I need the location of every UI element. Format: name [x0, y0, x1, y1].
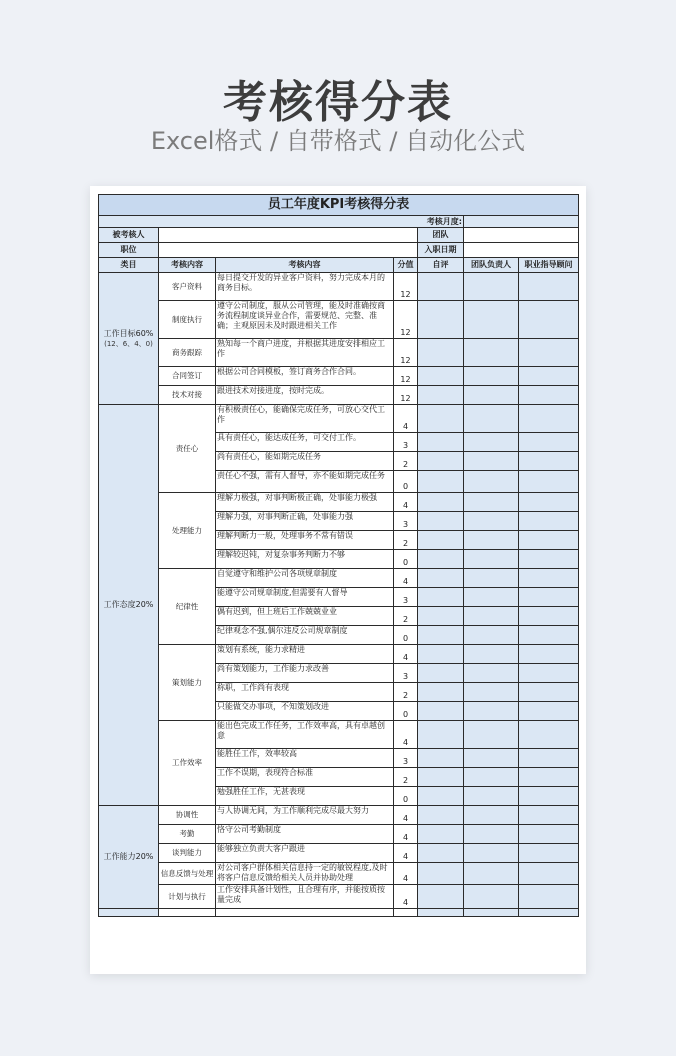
- join-date-label: 入职日期: [418, 243, 464, 258]
- team-lead-cell[interactable]: [464, 768, 519, 787]
- advisor-cell[interactable]: [519, 531, 579, 550]
- score-cell: 4: [394, 825, 418, 844]
- self-eval-cell[interactable]: [418, 626, 464, 645]
- self-eval-cell[interactable]: [418, 569, 464, 588]
- subcategory-cell: 制度执行: [159, 301, 216, 339]
- advisor-cell[interactable]: [519, 339, 579, 367]
- kpi-table: [98, 194, 579, 917]
- self-eval-cell[interactable]: [418, 844, 464, 863]
- content-cell: 恪守公司考勤制度: [216, 825, 394, 844]
- self-eval-cell[interactable]: [418, 885, 464, 909]
- team-lead-cell[interactable]: [464, 844, 519, 863]
- content-cell: 策划有系统，能力求精进: [216, 645, 394, 664]
- team-lead-cell[interactable]: [464, 452, 519, 471]
- score-cell: 4: [394, 405, 418, 433]
- advisor-cell[interactable]: [519, 768, 579, 787]
- team-lead-cell[interactable]: [464, 493, 519, 512]
- team-lead-cell[interactable]: [464, 825, 519, 844]
- self-eval-cell[interactable]: [418, 749, 464, 768]
- team-lead-cell[interactable]: [464, 806, 519, 825]
- category-cell: [99, 273, 159, 405]
- self-eval-cell[interactable]: [418, 367, 464, 386]
- advisor-cell[interactable]: [519, 550, 579, 569]
- self-eval-cell[interactable]: [418, 405, 464, 433]
- position-field[interactable]: [159, 243, 418, 258]
- hero-title: 考核得分表: [223, 77, 453, 128]
- score-cell: 12: [394, 367, 418, 386]
- empty-cell: [159, 909, 216, 917]
- content-cell: 偶有迟到，但上班后工作兢兢业业: [216, 607, 394, 626]
- header-content: 考核内容: [216, 258, 394, 273]
- content-cell: 能胜任工作，效率较高: [216, 749, 394, 768]
- content-cell: 责任心不强，需有人督导，亦不能如期完成任务: [216, 471, 394, 493]
- advisor-cell[interactable]: [519, 607, 579, 626]
- spreadsheet-preview: [90, 186, 586, 974]
- advisor-cell[interactable]: [519, 301, 579, 339]
- subcategory-cell: 考勤: [159, 825, 216, 844]
- subcategory-cell: 计划与执行: [159, 885, 216, 909]
- team-lead-cell[interactable]: [464, 433, 519, 452]
- team-lead-cell[interactable]: [464, 683, 519, 702]
- score-cell: 12: [394, 301, 418, 339]
- score-cell: 3: [394, 512, 418, 531]
- empty-cell: [464, 909, 519, 917]
- advisor-cell[interactable]: [519, 863, 579, 885]
- self-eval-cell[interactable]: [418, 433, 464, 452]
- content-cell: 能遵守公司规章制度,但需要有人督导: [216, 588, 394, 607]
- category-cell: [99, 405, 159, 806]
- category-note: (12、6、4、0): [104, 339, 153, 348]
- name-field[interactable]: [159, 228, 418, 243]
- content-cell: 对公司客户群体相关信息持一定的敏锐程度,及时将客户信息反馈给相关人员并协助处理: [216, 863, 394, 885]
- team-lead-cell[interactable]: [464, 702, 519, 721]
- header-team-lead: 团队负责人: [464, 258, 519, 273]
- empty-cell: [394, 909, 418, 917]
- table-row: [99, 806, 579, 825]
- table-row: [99, 493, 579, 512]
- self-eval-cell[interactable]: [418, 550, 464, 569]
- score-cell: 0: [394, 702, 418, 721]
- score-cell: 4: [394, 569, 418, 588]
- content-cell: 尚有责任心，能如期完成任务: [216, 452, 394, 471]
- header-score: 分值: [394, 258, 418, 273]
- score-cell: 2: [394, 768, 418, 787]
- score-cell: 3: [394, 588, 418, 607]
- score-cell: 0: [394, 787, 418, 806]
- advisor-cell[interactable]: [519, 844, 579, 863]
- team-lead-cell[interactable]: [464, 339, 519, 367]
- self-eval-cell[interactable]: [418, 452, 464, 471]
- content-cell: 称职，工作尚有表现: [216, 683, 394, 702]
- table-row: [99, 863, 579, 885]
- score-cell: 3: [394, 749, 418, 768]
- advisor-cell[interactable]: [519, 683, 579, 702]
- advisor-cell[interactable]: [519, 645, 579, 664]
- team-lead-cell[interactable]: [464, 645, 519, 664]
- team-lead-cell[interactable]: [464, 471, 519, 493]
- advisor-cell[interactable]: [519, 367, 579, 386]
- table-row: [99, 645, 579, 664]
- team-lead-cell[interactable]: [464, 885, 519, 909]
- category-name: 工作能力20%: [103, 852, 154, 861]
- sheet-title: 员工年度KPI考核得分表: [99, 195, 579, 216]
- score-cell: 4: [394, 721, 418, 749]
- team-lead-cell[interactable]: [464, 550, 519, 569]
- advisor-cell[interactable]: [519, 452, 579, 471]
- self-eval-cell[interactable]: [418, 273, 464, 301]
- advisor-cell[interactable]: [519, 405, 579, 433]
- table-row: [99, 721, 579, 749]
- team-label: 团队: [418, 228, 464, 243]
- score-cell: 4: [394, 885, 418, 909]
- advisor-cell[interactable]: [519, 885, 579, 909]
- subcategory-cell: 协调性: [159, 806, 216, 825]
- content-cell: 能出色完成工作任务，工作效率高，具有卓越创意: [216, 721, 394, 749]
- team-lead-cell[interactable]: [464, 664, 519, 683]
- table-row: [99, 405, 579, 433]
- score-cell: 4: [394, 493, 418, 512]
- self-eval-cell[interactable]: [418, 493, 464, 512]
- score-cell: 4: [394, 863, 418, 885]
- advisor-cell[interactable]: [519, 787, 579, 806]
- month-value[interactable]: [464, 216, 579, 228]
- score-cell: 2: [394, 607, 418, 626]
- content-cell: 能够独立负责大客户跟进: [216, 844, 394, 863]
- advisor-cell[interactable]: [519, 702, 579, 721]
- content-cell: 自觉遵守和维护公司各项规章制度: [216, 569, 394, 588]
- header-category: 类目: [99, 258, 159, 273]
- self-eval-cell[interactable]: [418, 787, 464, 806]
- self-eval-cell[interactable]: [418, 702, 464, 721]
- team-lead-cell[interactable]: [464, 721, 519, 749]
- score-cell: 2: [394, 683, 418, 702]
- score-cell: 3: [394, 664, 418, 683]
- score-cell: 4: [394, 844, 418, 863]
- category-name: 工作态度20%: [103, 600, 154, 609]
- position-label: 职位: [99, 243, 159, 258]
- subcategory-cell: 谈判能力: [159, 844, 216, 863]
- empty-cell: [519, 909, 579, 917]
- self-eval-cell[interactable]: [418, 683, 464, 702]
- team-lead-cell[interactable]: [464, 386, 519, 405]
- empty-cell: [418, 909, 464, 917]
- self-eval-cell[interactable]: [418, 386, 464, 405]
- empty-cell: [99, 909, 159, 917]
- score-cell: 12: [394, 339, 418, 367]
- advisor-cell[interactable]: [519, 512, 579, 531]
- self-eval-cell[interactable]: [418, 664, 464, 683]
- content-cell: 与人协调无间，为工作顺利完成尽最大努力: [216, 806, 394, 825]
- score-cell: 0: [394, 626, 418, 645]
- score-cell: 2: [394, 452, 418, 471]
- team-lead-cell[interactable]: [464, 607, 519, 626]
- subcategory-cell: 信息反馈与处理: [159, 863, 216, 885]
- name-label: 被考核人: [99, 228, 159, 243]
- score-cell: 3: [394, 433, 418, 452]
- team-lead-cell[interactable]: [464, 301, 519, 339]
- advisor-cell[interactable]: [519, 806, 579, 825]
- category-name: 工作目标60%: [103, 328, 154, 338]
- content-cell: 只能做交办事项，不知策划改进: [216, 702, 394, 721]
- advisor-cell[interactable]: [519, 386, 579, 405]
- self-eval-cell[interactable]: [418, 721, 464, 749]
- subcategory-cell: 责任心: [159, 405, 216, 493]
- score-cell: 4: [394, 645, 418, 664]
- join-date-field[interactable]: [464, 243, 579, 258]
- subcategory-cell: 客户资料: [159, 273, 216, 301]
- team-field[interactable]: [464, 228, 579, 243]
- team-lead-cell[interactable]: [464, 863, 519, 885]
- team-lead-cell[interactable]: [464, 569, 519, 588]
- subcategory-cell: 纪律性: [159, 569, 216, 645]
- advisor-cell[interactable]: [519, 749, 579, 768]
- team-lead-cell[interactable]: [464, 588, 519, 607]
- team-lead-cell[interactable]: [464, 273, 519, 301]
- content-cell: 纪律观念不强,偶尔违反公司规章制度: [216, 626, 394, 645]
- content-cell: 熟知每一个商户进度，并根据其进度安排相应工作: [216, 339, 394, 367]
- self-eval-cell[interactable]: [418, 645, 464, 664]
- content-cell: 跟进技术对接进度，按时完成。: [216, 386, 394, 405]
- table-row: [99, 844, 579, 863]
- self-eval-cell[interactable]: [418, 863, 464, 885]
- month-label: 考核月度:: [99, 216, 464, 228]
- header-self: 自评: [418, 258, 464, 273]
- header-content-short: 考核内容: [159, 258, 216, 273]
- category-cell: [99, 806, 159, 909]
- self-eval-cell[interactable]: [418, 806, 464, 825]
- team-lead-cell[interactable]: [464, 405, 519, 433]
- score-cell: 0: [394, 550, 418, 569]
- content-cell: 理解判断力一般，处理事务不常有错误: [216, 531, 394, 550]
- advisor-cell[interactable]: [519, 493, 579, 512]
- self-eval-cell[interactable]: [418, 471, 464, 493]
- content-cell: 理解力极强，对事判断极正确，处事能力极强: [216, 493, 394, 512]
- team-lead-cell[interactable]: [464, 367, 519, 386]
- content-cell: 勉强胜任工作，无甚表现: [216, 787, 394, 806]
- self-eval-cell[interactable]: [418, 339, 464, 367]
- content-cell: 具有责任心，能达成任务，可交付工作。: [216, 433, 394, 452]
- advisor-cell[interactable]: [519, 626, 579, 645]
- table-row: [99, 386, 579, 405]
- table-row: [99, 367, 579, 386]
- content-cell: 工作安排具备计划性，且合理有序，并能按质按量完成: [216, 885, 394, 909]
- content-cell: 有积极责任心，能确保完成任务，可放心交代工作: [216, 405, 394, 433]
- score-cell: 12: [394, 273, 418, 301]
- content-cell: 遵守公司制度，服从公司管理，能及时准确按商务流程制度谈异业合作，需要规范、完整、准确；主观原因未及时跟进相关工作: [216, 301, 394, 339]
- self-eval-cell[interactable]: [418, 607, 464, 626]
- self-eval-cell[interactable]: [418, 531, 464, 550]
- team-lead-cell[interactable]: [464, 749, 519, 768]
- advisor-cell[interactable]: [519, 588, 579, 607]
- score-cell: 12: [394, 386, 418, 405]
- subcategory-cell: 处理能力: [159, 493, 216, 569]
- self-eval-cell[interactable]: [418, 512, 464, 531]
- subcategory-cell: 策划能力: [159, 645, 216, 721]
- advisor-cell[interactable]: [519, 471, 579, 493]
- content-cell: 理解较迟钝，对复杂事务判断力不够: [216, 550, 394, 569]
- advisor-cell[interactable]: [519, 433, 579, 452]
- hero-subtitle: Excel格式 / 自带格式 / 自动化公式: [150, 127, 526, 155]
- subcategory-cell: 合同签订: [159, 367, 216, 386]
- team-lead-cell[interactable]: [464, 626, 519, 645]
- content-cell: 每日提交开发的异业客户资料，努力完成本月的商务目标。: [216, 273, 394, 301]
- table-row: [99, 825, 579, 844]
- subcategory-cell: 工作效率: [159, 721, 216, 806]
- table-row: [99, 339, 579, 367]
- subcategory-cell: 商务跟踪: [159, 339, 216, 367]
- score-cell: 0: [394, 471, 418, 493]
- score-cell: 2: [394, 531, 418, 550]
- table-row: [99, 273, 579, 301]
- advisor-cell[interactable]: [519, 825, 579, 844]
- self-eval-cell[interactable]: [418, 768, 464, 787]
- table-row: [99, 909, 579, 917]
- team-lead-cell[interactable]: [464, 531, 519, 550]
- advisor-cell[interactable]: [519, 273, 579, 301]
- self-eval-cell[interactable]: [418, 588, 464, 607]
- subcategory-cell: 技术对接: [159, 386, 216, 405]
- content-cell: 理解力强，对事判断正确，处事能力强: [216, 512, 394, 531]
- team-lead-cell[interactable]: [464, 512, 519, 531]
- team-lead-cell[interactable]: [464, 787, 519, 806]
- table-row: [99, 301, 579, 339]
- self-eval-cell[interactable]: [418, 301, 464, 339]
- self-eval-cell[interactable]: [418, 825, 464, 844]
- table-row: [99, 569, 579, 588]
- content-cell: 尚有策划能力，工作能力求改善: [216, 664, 394, 683]
- score-cell: 4: [394, 806, 418, 825]
- header-advisor: 职业指导顾问: [519, 258, 579, 273]
- advisor-cell[interactable]: [519, 721, 579, 749]
- empty-cell: [216, 909, 394, 917]
- advisor-cell[interactable]: [519, 569, 579, 588]
- advisor-cell[interactable]: [519, 664, 579, 683]
- content-cell: 根据公司合同模板，签订商务合作合同。: [216, 367, 394, 386]
- table-row: [99, 885, 579, 909]
- content-cell: 工作不误期，表现符合标准: [216, 768, 394, 787]
